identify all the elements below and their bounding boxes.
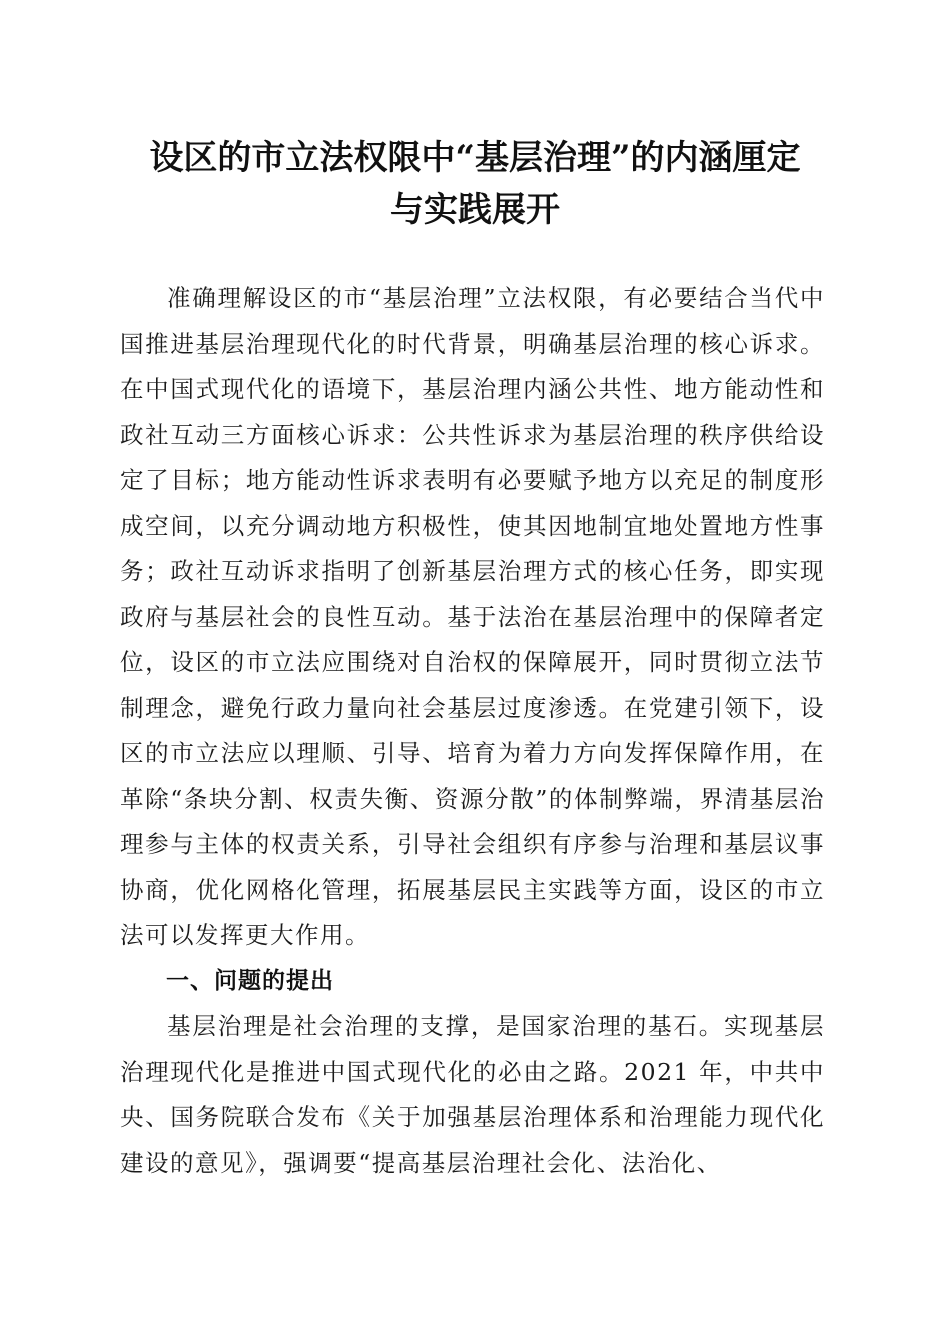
paragraph-abstract: 准确理解设区的市“基层治理”立法权限，有必要结合当代中国推进基层治理现代化的时代背景，明确基层治理的核心诉求。在中国式现代化的语境下，基层治理内涵公共性、地方能动性和政社互动三方面核心诉求：公共性诉求为基层治理的秩序供给设定了目标；地方能动性诉求表明有必要赋予地方以充足的制度形成空间，以充分调动地方积极性，使其因地制宜地处置地方性事务；政社互动诉求指明了创新基层治理方式的核心任务，即实现政府与基层社会的良性互动。基于法治在基层治理中的保障者定位，设区的市立法应围绕对自治权的保障展开，同时贯彻立法节制理念，避免行政力量向社会基层过度渗透。在党建引领下，设区的市立法应以理顺、引导、培育为着力方向发挥保障作用，在革除“条块分割、权责失衡、资源分散”的体制弊端，界清基层治理参与主体的权责关系，引导社会组织有序参与治理和基层议事协商，优化网格化管理，拓展基层民主实践等方面，设区的市立法可以发挥更大作用。 — [120, 284, 825, 949]
section-heading-1: 一、问题的提出 — [166, 967, 334, 994]
document-body — [120, 276, 825, 1186]
title-line-1: 设区的市立法权限中“基层治理”的内涵厘定 — [149, 138, 801, 178]
title-line-2: 与实践展开 — [390, 190, 560, 230]
document-title — [100, 132, 850, 236]
paragraph-intro: 基层治理是社会治理的支撑，是国家治理的基石。实现基层治理现代化是推进中国式现代化的必由之路。2021 年，中共中央、国务院联合发布《关于加强基层治理体系和治理能力现代化建设的意见》，强调要“提高基层治理社会化、法治化、 — [120, 1012, 825, 1177]
